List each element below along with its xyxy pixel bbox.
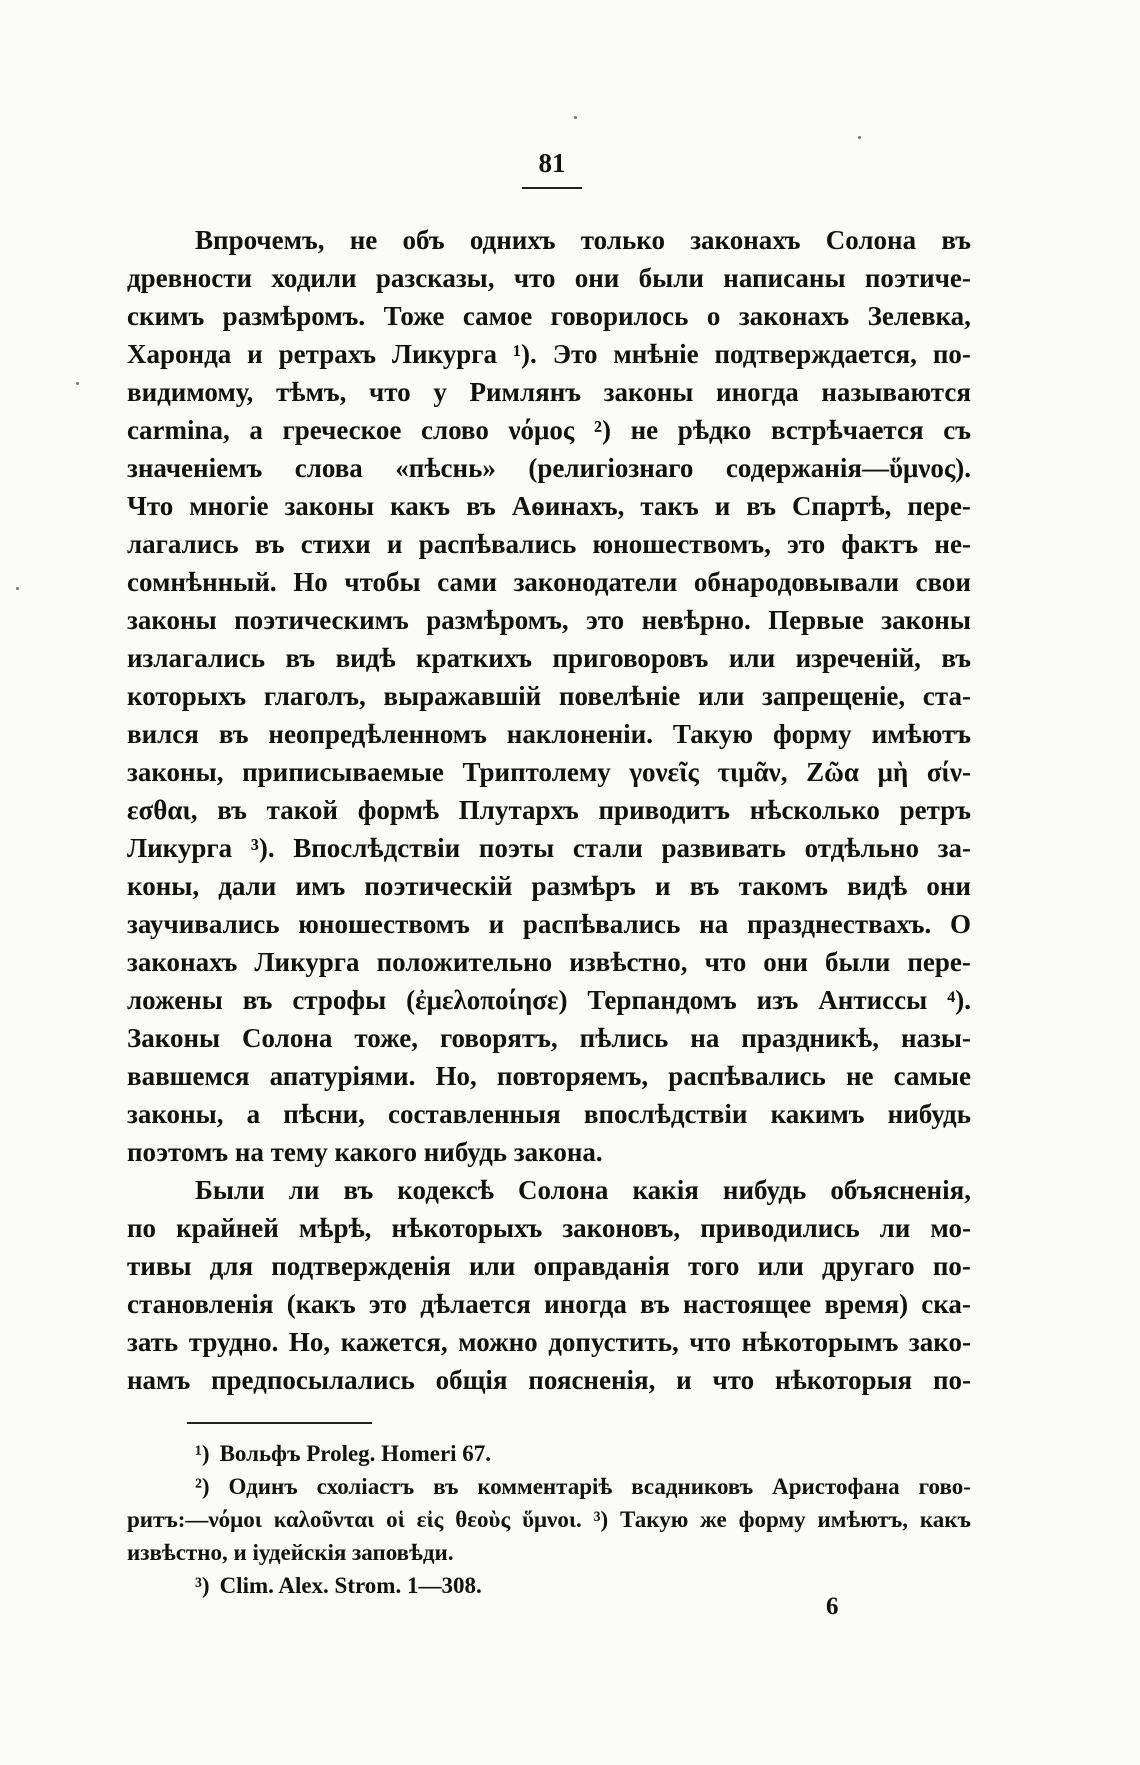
text-line: вавшемся апатуріями. Но, повторяемъ, распѣвались не самые (127, 1061, 971, 1091)
footnote-text: Вольфъ Proleg. Homeri 67. (219, 1441, 492, 1466)
text-line: законы, а пѣсни, составленныя впослѣдствіи какимъ нибудь (127, 1099, 971, 1129)
text-line: коны, дали имъ поэтическій размѣръ и въ такомъ видѣ они (127, 871, 971, 901)
text-line: Ликурга ³). Впослѣдствіи поэты стали развивать отдѣльно за- (127, 833, 971, 863)
text-line: εσθαι, въ такой формѣ Плутархъ приводитъ нѣсколько ретръ (127, 795, 971, 825)
text-line: ложены въ строфы (ἐμελοποίησε) Терпандомъ изъ Антиссы ⁴). (127, 985, 971, 1015)
footnote-line (127, 1437, 971, 1470)
text-line: законахъ Ликурга положительно извѣстно, что они были пере- (127, 947, 971, 977)
text-line: значеніемъ слова «пѣснь» (религіознаго содержанія—ὕμνος). (127, 453, 971, 483)
text-line: тивы для подтвержденія или оправданія того или другаго по- (127, 1251, 971, 1281)
footnote-marker: ³) (195, 1573, 210, 1598)
page-number: 81 (538, 148, 566, 178)
main-text (127, 221, 971, 1399)
text-line: намъ предпосылались общія поясненія, и что нѣкоторыя по- (127, 1365, 971, 1395)
scan-speck (76, 382, 79, 385)
text-line: Впрочемъ, не объ однихъ только законахъ Солона въ (195, 225, 971, 255)
footnote-line (127, 1536, 971, 1569)
footnote-marker: ²) (195, 1474, 210, 1499)
footnote-text: извѣстно, и іудейскія заповѣди. (127, 1540, 454, 1565)
text-line: законы, приписываемые Триптолему γονεῖς τιμᾶν, Ζῶα μὴ σίν- (127, 757, 971, 787)
text-line: carmina, а греческое слово νόμος ²) не рѣдко встрѣчается съ (127, 415, 971, 445)
text-line: становленія (какъ это дѣлается иногда въ настоящее время) ска- (127, 1289, 971, 1319)
text-line: вился въ неопредѣленномъ наклоненіи. Такую форму имѣютъ (127, 719, 971, 749)
text-line: скимъ размѣромъ. Тоже самое говорилось о законахъ Зелевка, (127, 301, 971, 331)
text-line: зать трудно. Но, кажется, можно допустить, что нѣкоторымъ зако- (127, 1327, 971, 1357)
text-line: излагались въ видѣ краткихъ приговоровъ или изреченій, въ (127, 643, 971, 673)
text-line: по крайней мѣрѣ, нѣкоторыхъ законовъ, приводились ли мо- (127, 1213, 971, 1243)
scan-speck (858, 136, 861, 139)
text-line: заучивались юношествомъ и распѣвались на празднествахъ. О (127, 909, 971, 939)
footnote-separator (187, 1422, 372, 1424)
scan-speck (16, 587, 19, 590)
text-line: видимому, тѣмъ, что у Римлянъ законы иногда называются (127, 377, 971, 407)
text-line: лагались въ стихи и распѣвались юношествомъ, это фактъ не- (127, 529, 971, 559)
text-line: древности ходили разсказы, что они были написаны поэтиче- (127, 263, 971, 293)
text-line: Законы Солона тоже, говорятъ, пѣлись на праздникѣ, назы- (127, 1023, 971, 1053)
text-line: Были ли въ кодексѣ Солона какія нибудь объясненія, (195, 1175, 971, 1205)
footnote-marker: ¹) (195, 1441, 210, 1466)
text-line: Харонда и ретрахъ Ликурга ¹). Это мнѣніе подтверждается, по- (127, 339, 971, 369)
text-line: сомнѣнный. Но чтобы сами законодатели обнародовывали свои (127, 567, 971, 597)
footnotes (127, 1437, 971, 1602)
scan-speck (574, 116, 577, 119)
text-line: законы поэтическимъ размѣромъ, это невѣрно. Первые законы (127, 605, 971, 635)
text-line: поэтомъ на тему какого нибудь закона. (127, 1137, 603, 1167)
page-number-underline (522, 187, 582, 189)
footnote-line (127, 1569, 971, 1602)
footnote-line: ритъ:—νόμοι καλοῦνται οἱ εἰς θεοὺς ὕμνοι. ³) Такую же форму имѣютъ, какъ (127, 1507, 971, 1532)
footnote-text: Clim. Alex. Strom. 1—308. (219, 1573, 482, 1598)
text-line: которыхъ глаголъ, выражавшій повелѣніе или запрещеніе, ста- (127, 681, 971, 711)
text-line: Что многіе законы какъ въ Аѳинахъ, такъ и въ Спартѣ, пере- (127, 491, 971, 521)
footnote-line: ²) Одинъ схоліастъ въ комментаріѣ всадниковъ Аристофана гово- (127, 1470, 971, 1503)
signature-mark: 6 (826, 1593, 839, 1620)
